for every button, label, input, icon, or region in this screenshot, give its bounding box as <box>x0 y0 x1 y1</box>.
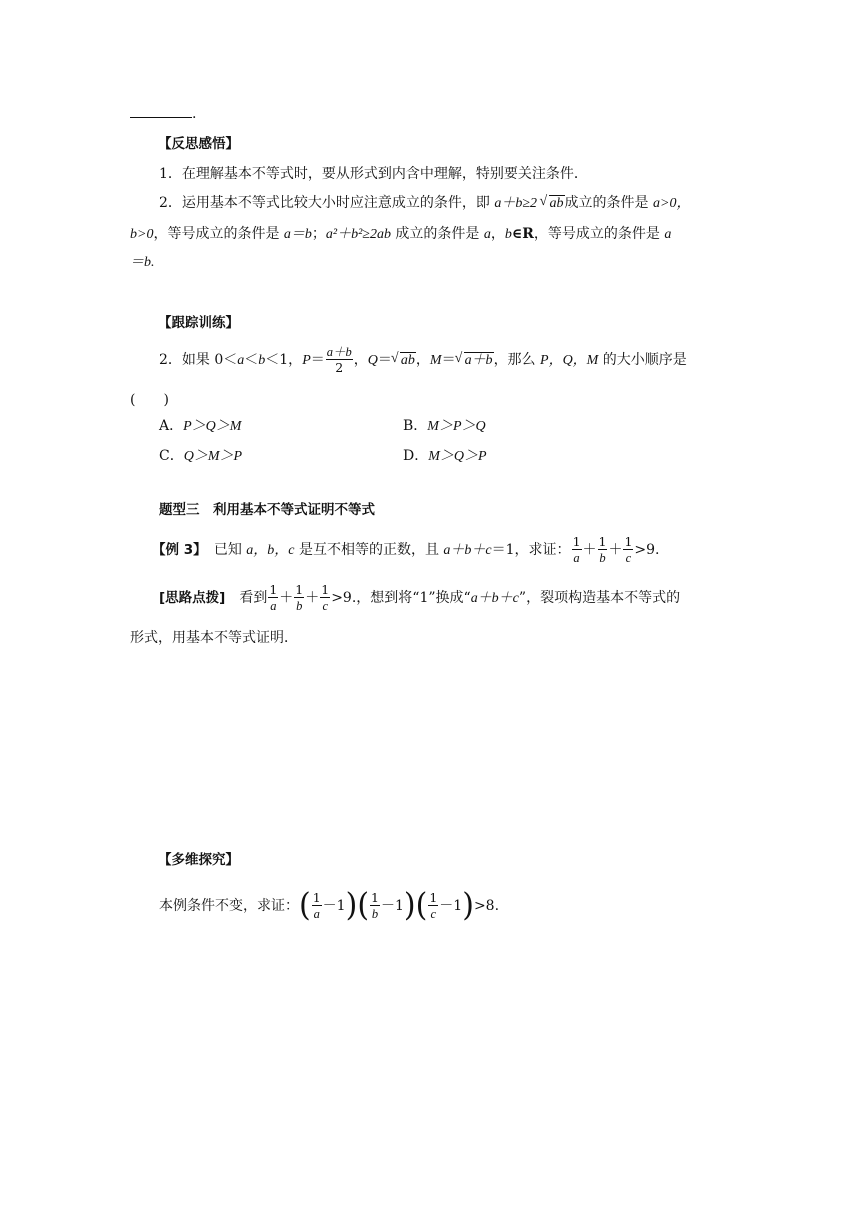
section-3-heading: 题型三 利用基本不等式证明不等式 <box>159 502 375 518</box>
explore-heading: 【多维探究】 <box>158 852 239 868</box>
reflection-item-2-line-1: 2．运用基本不等式比较大小时应注意成立的条件，即 a＋b≥2 √ ab成立的条件是 a>0， <box>159 193 690 214</box>
explore-problem: 本例条件不变，求证：( $\frac{1}{a}$ －1)( $\frac{1}{b}$ －1)( $\frac{1}{c}$ －1)>8. <box>159 887 500 924</box>
sqrt-ab: √ ab <box>549 195 565 212</box>
reflection-heading: 【反思感悟】 <box>158 136 239 152</box>
question-2: 2．如果 0＜a＜b＜1，P＝ $\frac{a+b}{2}$ ，Q＝√ ab，M＝√ a＋b，那么 P，Q，M 的大小顺序是 <box>159 342 687 379</box>
sqrt-a-plus-b: √ a＋b <box>464 352 494 369</box>
option-a: A．P＞Q＞M <box>159 418 242 434</box>
option-c: C．Q＞M＞P <box>159 448 243 464</box>
option-d: D．M＞Q＞P <box>403 448 487 464</box>
reflection-item-2-line-3: ＝b. <box>130 255 155 270</box>
blank-line <box>130 105 192 118</box>
answer-paren: ( ) <box>130 392 169 408</box>
option-b: B．M＞P＞Q <box>403 418 486 434</box>
sqrt-ab: √ ab <box>400 352 416 369</box>
answer-blank: . <box>130 104 196 124</box>
hint: [思路点拨] 看到 $\frac{1}{a}$ ＋ $\frac{1}{b}$ ＋ $\frac{1}{c}$ >9.，想到将“1”换成“a＋b＋c”，裂项构造基本不等式的 <box>159 581 681 613</box>
tracking-heading: 【跟踪训练】 <box>158 315 239 331</box>
hint-line-2: 形式，用基本不等式证明． <box>130 630 298 646</box>
fraction-a-plus-b-over-2: $\frac{a+b}{2}$ <box>326 344 352 375</box>
reflection-item-2-line-2: b>0，等号成立的条件是 a＝b；a²＋b²≥2ab 成立的条件是 a，b∈R，等号成立的条件是 a <box>130 226 672 242</box>
example-3: 【例 3】 已知 a，b，c 是互不相等的正数，且 a＋b＋c＝1，求证： $\frac{1}{a}$ ＋ $\frac{1}{b}$ ＋ $\frac{1}{c}$ >9. <box>152 533 660 565</box>
reflection-item-1: 1．在理解基本不等式时，要从形式到内含中理解，特别要关注条件． <box>159 166 588 182</box>
